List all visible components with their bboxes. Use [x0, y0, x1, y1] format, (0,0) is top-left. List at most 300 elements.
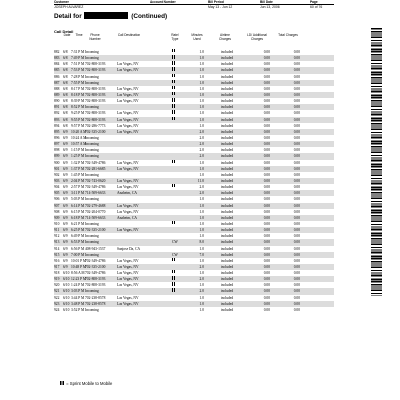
airtime-charges: included	[220, 228, 234, 233]
phone-number: 702-349-4786	[85, 185, 106, 190]
call-date: 6/9	[63, 142, 68, 147]
minutes-used: 1.0	[199, 80, 204, 85]
airtime-charges: included	[220, 197, 234, 202]
row-number: 908	[54, 209, 60, 214]
phone-number: 702-335-2100	[85, 228, 106, 233]
col-total: Total Charges	[278, 33, 298, 37]
call-time: 6:14 P M	[71, 203, 85, 208]
mobile-to-mobile-icon	[172, 55, 175, 58]
airtime-charges: included	[220, 62, 234, 67]
call-time: 3:11 P M	[71, 191, 85, 196]
ld-charges: 0.00	[263, 111, 270, 116]
ld-charges: 0.00	[263, 80, 270, 85]
minutes-used: 2.0	[199, 154, 204, 159]
mobile-to-mobile-icon	[172, 92, 175, 95]
phone-number: 702-335-2100	[85, 129, 106, 134]
minutes-used: 1.0	[199, 197, 204, 202]
ld-charges: 0.00	[263, 307, 270, 312]
mobile-to-mobile-icon	[172, 98, 175, 101]
call-time: 6:15 P M	[71, 209, 85, 214]
total-charges: 0.00	[293, 80, 300, 85]
call-date: 6/10	[63, 307, 70, 312]
account-label: Account Number	[150, 0, 176, 4]
mobile-to-mobile-icon	[172, 80, 175, 83]
section-title: Call Detail	[54, 29, 74, 34]
ld-charges: 0.00	[263, 191, 270, 196]
call-time: 10:20 A M	[71, 129, 87, 134]
row-number: 903	[54, 178, 60, 183]
phone-number: 702-808-3193	[85, 68, 106, 73]
ld-charges: 0.00	[263, 129, 270, 134]
call-date: 6/8	[63, 117, 68, 122]
row-number: 902	[54, 172, 60, 177]
total-charges: 0.00	[293, 135, 300, 140]
row-number: 923	[54, 301, 60, 306]
total-charges: 0.00	[293, 271, 300, 276]
ld-charges: 0.00	[263, 271, 270, 276]
minutes-used: 1.0	[199, 307, 204, 312]
call-time: 7:28 P M	[71, 74, 85, 79]
call-date: 6/8	[63, 56, 68, 61]
col-minutes: Minutes Used	[191, 33, 203, 41]
phone-number: Incoming	[85, 105, 99, 110]
airtime-charges: included	[220, 135, 234, 140]
total-charges: 0.00	[293, 50, 300, 54]
row-number: 924	[54, 307, 60, 312]
ld-charges: 0.00	[263, 234, 270, 239]
phone-number: 702-808-3193	[85, 283, 106, 288]
call-time: 3:52 P M	[71, 307, 85, 312]
call-time: 8:18 P M	[71, 92, 85, 97]
col-time: Time	[75, 33, 83, 37]
call-destination: Las Vegas, NV	[117, 92, 139, 97]
call-date: 6/8	[63, 99, 68, 104]
call-date: 6/10	[63, 301, 70, 306]
row-number: 894	[54, 123, 60, 128]
minutes-used: 2.0	[199, 264, 204, 269]
mobile-to-mobile-icon	[172, 288, 175, 291]
call-time: 1:25 P M	[71, 154, 85, 159]
minutes-used: 7.0	[199, 252, 204, 257]
row-number: 910	[54, 221, 60, 226]
airtime-charges: included	[220, 295, 234, 300]
call-date: 6/9	[63, 228, 68, 233]
ld-charges: 0.00	[263, 154, 270, 159]
ld-charges: 0.00	[263, 142, 270, 147]
call-date: 6/9	[63, 154, 68, 159]
column-headers	[54, 34, 334, 48]
airtime-charges: included	[220, 307, 234, 312]
row-number: 914	[54, 246, 60, 251]
call-destination: Las Vegas, NV	[117, 178, 139, 183]
phone-number: Incoming	[85, 135, 99, 140]
airtime-charges: included	[220, 86, 234, 91]
total-charges: 0.00	[293, 178, 300, 183]
total-charges: 0.00	[293, 221, 300, 226]
total-charges: 0.00	[293, 172, 300, 177]
ld-charges: 0.00	[263, 50, 270, 54]
call-destination: Las Vegas, NV	[117, 209, 139, 214]
row-number: 882	[54, 50, 60, 54]
call-destination: Las Vegas, NV	[117, 86, 139, 91]
rate-type-code: CW	[172, 240, 178, 245]
ld-charges: 0.00	[263, 258, 270, 263]
call-time: 1:24 P M	[71, 283, 85, 288]
call-date: 6/9	[63, 172, 68, 177]
table-row	[54, 307, 334, 313]
call-date: 6/9	[63, 203, 68, 208]
call-time: 7:55 P M	[71, 80, 85, 85]
phone-number: 714-509-6633	[85, 215, 106, 220]
call-date: 6/9	[63, 264, 68, 269]
call-time: 8:39 P M	[71, 99, 85, 104]
minutes-used: 1.0	[199, 228, 204, 233]
phone-number: Incoming	[85, 80, 99, 85]
row-number: 897	[54, 142, 60, 147]
minutes-used: 1.0	[199, 234, 204, 239]
airtime-charges: included	[220, 50, 234, 54]
ld-charges: 0.00	[263, 68, 270, 73]
airtime-charges: included	[220, 240, 234, 245]
call-date: 6/9	[63, 197, 68, 202]
footnote	[60, 381, 112, 386]
call-time: 12:23 P M	[71, 277, 87, 282]
call-destination: Las Vegas, NV	[117, 277, 139, 282]
minutes-used: 1.0	[199, 246, 204, 251]
col-destination: Call Destination	[117, 33, 141, 37]
airtime-charges: included	[220, 185, 234, 190]
airtime-charges: included	[220, 215, 234, 220]
phone-number: Incoming	[85, 197, 99, 202]
total-charges: 0.00	[293, 117, 300, 122]
barcode	[371, 28, 382, 296]
row-number: 900	[54, 160, 60, 165]
call-time: 6:56 P M	[71, 246, 85, 251]
row-number: 909	[54, 215, 60, 220]
ld-charges: 0.00	[263, 277, 270, 282]
airtime-charges: included	[220, 74, 234, 79]
minutes-used: 1.0	[199, 160, 204, 165]
total-charges: 0.00	[293, 74, 300, 79]
ld-charges: 0.00	[263, 160, 270, 165]
call-destination: Las Vegas, NV	[117, 228, 139, 233]
call-date: 6/8	[63, 68, 68, 73]
bill-period: May 13 - Jun 12	[208, 5, 233, 9]
col-ld-additional: LD/ Additional Charges	[247, 33, 267, 41]
call-time: 7:51 P M	[71, 62, 85, 67]
call-date: 6/9	[63, 178, 68, 183]
row-number: 889	[54, 92, 60, 97]
airtime-charges: included	[220, 264, 234, 269]
row-number: 920	[54, 283, 60, 288]
phone-number: Incoming	[85, 234, 99, 239]
mobile-to-mobile-icon	[172, 221, 175, 224]
ld-charges: 0.00	[263, 185, 270, 190]
airtime-charges: included	[220, 154, 234, 159]
total-charges: 0.00	[293, 234, 300, 239]
page-label: Page	[310, 0, 318, 4]
call-time: 1:15 P M	[71, 148, 85, 153]
minutes-used: 2.0	[199, 135, 204, 140]
call-destination: Las Vegas, NV	[117, 283, 139, 288]
mobile-to-mobile-icon	[172, 184, 175, 187]
call-date: 6/8	[63, 50, 68, 54]
total-charges: 0.00	[293, 252, 300, 257]
call-date: 6/8	[63, 74, 68, 79]
airtime-charges: included	[220, 191, 234, 196]
airtime-charges: included	[220, 289, 234, 294]
phone-number: 702-204-0770	[85, 209, 106, 214]
row-number: 911	[54, 228, 60, 233]
call-time: 9:57 P M	[71, 123, 85, 128]
airtime-charges: included	[220, 80, 234, 85]
call-destination: Anaheim, CA	[117, 215, 137, 220]
call-time: 7:31 P M	[71, 50, 85, 54]
row-number: 922	[54, 295, 60, 300]
minutes-used: 2.0	[199, 277, 204, 282]
call-date: 6/9	[63, 129, 68, 134]
call-date: 6/10	[63, 289, 70, 294]
call-destination: Las Vegas, NV	[117, 271, 139, 276]
airtime-charges: included	[220, 283, 234, 288]
ld-charges: 0.00	[263, 117, 270, 122]
mobile-to-mobile-icon	[172, 270, 175, 273]
minutes-used: 1.0	[199, 68, 204, 73]
minutes-used: 1.0	[199, 301, 204, 306]
mobile-to-mobile-icon	[172, 110, 175, 113]
total-charges: 0.00	[293, 68, 300, 73]
ld-charges: 0.00	[263, 209, 270, 214]
rate-type-code: CW	[172, 252, 178, 257]
airtime-charges: included	[220, 148, 234, 153]
row-number: 899	[54, 154, 60, 159]
row-number: 907	[54, 203, 60, 208]
row-number: 904	[54, 185, 60, 190]
ld-charges: 0.00	[263, 246, 270, 251]
call-date: 6/9	[63, 234, 68, 239]
phone-number: 702-808-3193	[85, 111, 106, 116]
mobile-to-mobile-icon	[172, 74, 175, 77]
minutes-used: 2.0	[199, 142, 204, 147]
mobile-to-mobile-icon	[172, 117, 175, 120]
airtime-charges: included	[220, 99, 234, 104]
ld-charges: 0.00	[263, 178, 270, 183]
total-charges: 0.00	[293, 240, 300, 245]
ld-charges: 0.00	[263, 62, 270, 67]
call-destination: Las Vegas, NV	[117, 185, 139, 190]
airtime-charges: included	[220, 221, 234, 226]
phone-number: Incoming	[85, 172, 99, 177]
total-charges: 0.00	[293, 123, 300, 128]
phone-number: 702-238-8578	[85, 295, 106, 300]
airtime-charges: included	[220, 172, 234, 177]
call-time: 9:55 P M	[71, 117, 85, 122]
row-number: 912	[54, 234, 60, 239]
total-charges: 0.00	[293, 62, 300, 67]
call-date: 6/9	[63, 252, 68, 257]
call-time: 7:53 P M	[71, 68, 85, 73]
call-time: 6:18 P M	[71, 215, 85, 220]
minutes-used: 1.0	[199, 203, 204, 208]
call-destination: Las Vegas, NV	[117, 295, 139, 300]
ld-charges: 0.00	[263, 135, 270, 140]
total-charges: 0.00	[293, 301, 300, 306]
airtime-charges: included	[220, 117, 234, 122]
ld-charges: 0.00	[263, 99, 270, 104]
row-number: 913	[54, 240, 60, 245]
call-destination: Las Vegas, NV	[117, 117, 139, 122]
ld-charges: 0.00	[263, 295, 270, 300]
call-date: 6/10	[63, 271, 70, 276]
minutes-used: 1.0	[199, 172, 204, 177]
ld-charges: 0.00	[263, 301, 270, 306]
row-number: 916	[54, 258, 60, 263]
call-time: 5:03 P M	[71, 197, 85, 202]
col-date: Date	[63, 33, 71, 37]
row-number: 885	[54, 68, 60, 73]
minutes-used: 1.0	[199, 258, 204, 263]
ld-charges: 0.00	[263, 203, 270, 208]
row-number: 898	[54, 148, 60, 153]
ld-charges: 0.00	[263, 166, 270, 171]
row-number: 883	[54, 56, 60, 61]
call-time: 6:25 P M	[71, 228, 85, 233]
customer-name: JOSEPH ALVAREZ	[54, 5, 84, 9]
call-time: 2:04 P M	[71, 178, 85, 183]
phone-number: 702-349-4786	[85, 160, 106, 165]
phone-number: 702-743-0620	[85, 178, 106, 183]
phone-number: Incoming	[85, 221, 99, 226]
total-charges: 0.00	[293, 295, 300, 300]
call-destination: Las Vegas, NV	[117, 62, 139, 67]
airtime-charges: included	[220, 209, 234, 214]
call-time: 8:17 P M	[71, 86, 85, 91]
airtime-charges: included	[220, 68, 234, 73]
call-time: 1:37 P M	[71, 166, 85, 171]
call-date: 6/9	[63, 221, 68, 226]
ld-charges: 0.00	[263, 228, 270, 233]
call-destination: Las Vegas, NV	[117, 111, 139, 116]
ld-charges: 0.00	[263, 252, 270, 257]
minutes-used: 1.0	[199, 86, 204, 91]
minutes-used: 1.0	[199, 215, 204, 220]
page-number: 60 of 76	[310, 5, 323, 9]
total-charges: 0.00	[293, 86, 300, 91]
call-destination: Las Vegas, NV	[117, 160, 139, 165]
footnote-text: = Sprint Mobile to Mobile	[66, 381, 113, 386]
bill-period-label: Bill Period	[208, 0, 224, 4]
phone-number: 408-943-1537	[85, 246, 106, 251]
phone-number: 702-349-4786	[85, 271, 106, 276]
row-number: 884	[54, 62, 60, 67]
phone-number: 702-808-3193	[85, 277, 106, 282]
call-date: 6/9	[63, 160, 68, 165]
minutes-used: 1.0	[199, 166, 204, 171]
minutes-used: 1.0	[199, 111, 204, 116]
ld-charges: 0.00	[263, 221, 270, 226]
call-time: 10:48 P M	[71, 264, 87, 269]
airtime-charges: included	[220, 234, 234, 239]
title-suffix: (Continued)	[131, 13, 168, 20]
phone-number: 702-335-2100	[85, 264, 106, 269]
mobile-to-mobile-icon	[172, 276, 175, 279]
airtime-charges: included	[220, 252, 234, 257]
airtime-charges: included	[220, 271, 234, 276]
redaction-bar	[84, 12, 128, 19]
ld-charges: 0.00	[263, 240, 270, 245]
airtime-charges: included	[220, 129, 234, 134]
total-charges: 0.00	[293, 99, 300, 104]
mobile-to-mobile-icon	[172, 61, 175, 64]
phone-number: 702-808-3193	[85, 86, 106, 91]
call-destination: Las Vegas, NV	[117, 301, 139, 306]
phone-number: 702-279-4688	[85, 203, 106, 208]
total-charges: 0.00	[293, 289, 300, 294]
ld-charges: 0.00	[263, 264, 270, 269]
total-charges: 0.00	[293, 185, 300, 190]
phone-number: Incoming	[85, 307, 99, 312]
phone-number: 702-349-4786	[85, 258, 106, 263]
row-number: 890	[54, 99, 60, 104]
total-charges: 0.00	[293, 197, 300, 202]
phone-number: Incoming	[85, 154, 99, 159]
call-destination: Las Vegas, NV	[117, 264, 139, 269]
row-number: 906	[54, 197, 60, 202]
call-time: 3:44 P M	[71, 295, 85, 300]
call-time: 7:00 P M	[71, 252, 85, 257]
call-destination: Las Vegas, NV	[117, 203, 139, 208]
call-date: 6/8	[63, 123, 68, 128]
total-charges: 0.00	[293, 154, 300, 159]
total-charges: 0.00	[293, 92, 300, 97]
row-number: 887	[54, 80, 60, 85]
mobile-to-mobile-icon	[172, 104, 175, 107]
phone-number: Incoming	[85, 252, 99, 257]
airtime-charges: included	[220, 166, 234, 171]
ld-charges: 0.00	[263, 289, 270, 294]
phone-number: 702-808-3193	[85, 99, 106, 104]
minutes-used: 1.0	[199, 117, 204, 122]
call-date: 6/8	[63, 111, 68, 116]
col-phone: Phone Number	[89, 33, 101, 41]
airtime-charges: included	[220, 123, 234, 128]
phone-number: 702-808-3193	[85, 62, 106, 67]
call-date: 6/9	[63, 166, 68, 171]
total-charges: 0.00	[293, 209, 300, 214]
airtime-charges: included	[220, 203, 234, 208]
minutes-used: 1.0	[199, 105, 204, 110]
call-date: 6/10	[63, 295, 70, 300]
call-date: 6/8	[63, 92, 68, 97]
row-number: 921	[54, 289, 60, 294]
mobile-to-mobile-icon	[60, 381, 64, 385]
phone-number: 714-509-6633	[85, 191, 106, 196]
total-charges: 0.00	[293, 277, 300, 282]
row-number: 905	[54, 191, 60, 196]
call-date: 6/9	[63, 185, 68, 190]
total-charges: 0.00	[293, 258, 300, 263]
minutes-used: 1.0	[199, 92, 204, 97]
phone-number: 702-808-3193	[85, 92, 106, 97]
minutes-used: 1.0	[199, 74, 204, 79]
call-date: 6/9	[63, 258, 68, 263]
call-date: 6/9	[63, 135, 68, 140]
call-destination: Las Vegas, NV	[117, 123, 139, 128]
call-detail-table	[54, 49, 334, 313]
phone-number: Incoming	[85, 74, 99, 79]
call-destination: Sanjose Da, CA	[117, 246, 141, 251]
call-time: 10:01 P M	[71, 258, 87, 263]
